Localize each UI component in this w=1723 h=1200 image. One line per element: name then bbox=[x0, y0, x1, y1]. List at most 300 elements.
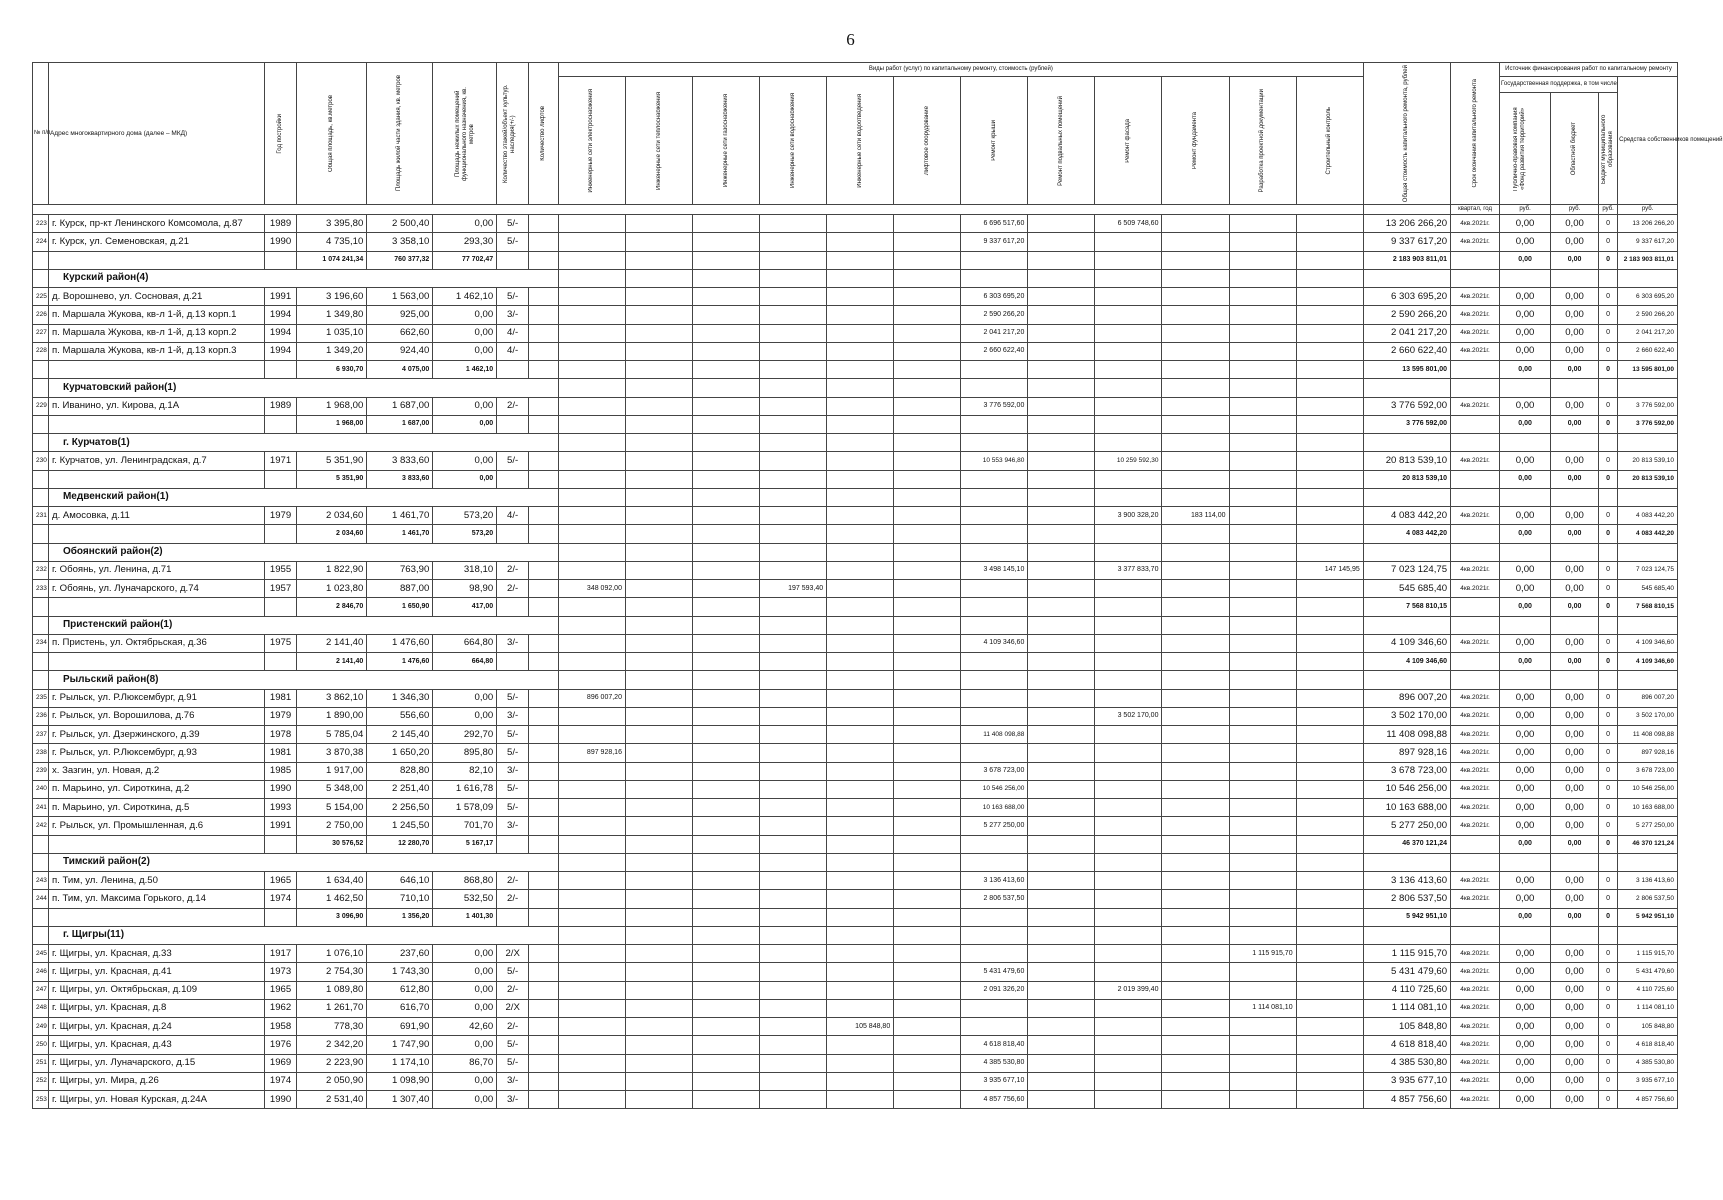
work-cost-11 bbox=[1296, 707, 1363, 725]
work-cost-0 bbox=[558, 817, 625, 835]
total-cost: 105 848,80 bbox=[1363, 1018, 1450, 1036]
regional-amount: 0,00 bbox=[1551, 580, 1599, 598]
subtotal-nonliving-area: 573,20 bbox=[433, 525, 497, 543]
work-cost-7 bbox=[1028, 561, 1095, 579]
building-row bbox=[33, 726, 1678, 744]
work-cell bbox=[827, 908, 894, 926]
building-row bbox=[33, 780, 1678, 798]
empty-cell bbox=[961, 853, 1028, 871]
living-area: 662,60 bbox=[367, 324, 433, 342]
living-area: 612,80 bbox=[367, 981, 433, 999]
living-area: 1 098,90 bbox=[367, 1072, 433, 1090]
work-cell bbox=[1095, 470, 1162, 488]
fund-amount: 0,00 bbox=[1500, 689, 1551, 707]
address-cell bbox=[48, 835, 264, 853]
total-cost: 3 776 592,00 bbox=[1363, 397, 1450, 415]
fund-amount: 0,00 bbox=[1500, 1054, 1551, 1072]
regional-amount: 0,00 bbox=[1551, 1072, 1599, 1090]
header-lifts: Количество лифтов bbox=[529, 63, 559, 205]
subtotal-total-cost: 13 595 801,00 bbox=[1363, 361, 1450, 379]
total-area: 3 395,80 bbox=[297, 215, 367, 233]
work-cost-8 bbox=[1095, 634, 1162, 652]
work-cost-7 bbox=[1028, 580, 1095, 598]
floors-heritage: 5/- bbox=[497, 963, 529, 981]
row-number: 234 bbox=[33, 634, 49, 652]
work-cost-11 bbox=[1296, 306, 1363, 324]
lifts-count bbox=[529, 890, 559, 908]
fund-amount: 0,00 bbox=[1500, 744, 1551, 762]
empty-cell bbox=[1451, 269, 1500, 287]
living-area: 237,60 bbox=[367, 945, 433, 963]
empty-cell bbox=[625, 671, 692, 689]
municipal-amount: 0 bbox=[1599, 342, 1618, 360]
work-cost-6: 9 337 617,20 bbox=[961, 233, 1028, 251]
work-cell bbox=[1296, 835, 1363, 853]
work-cost-9 bbox=[1162, 634, 1229, 652]
empty-cell bbox=[894, 616, 961, 634]
regional-amount: 0,00 bbox=[1551, 561, 1599, 579]
row-no-cell bbox=[33, 908, 49, 926]
header-work-8: Ремонт фасада bbox=[1095, 77, 1162, 205]
subtotal-owners: 13 595 801,00 bbox=[1618, 361, 1678, 379]
empty-cell bbox=[1500, 488, 1551, 506]
work-cell bbox=[693, 835, 760, 853]
fund-amount: 0,00 bbox=[1500, 507, 1551, 525]
work-cost-2 bbox=[693, 1036, 760, 1054]
work-cost-3 bbox=[760, 981, 827, 999]
work-cost-1 bbox=[625, 233, 692, 251]
work-cost-6 bbox=[961, 689, 1028, 707]
total-area: 1 634,40 bbox=[297, 872, 367, 890]
work-cost-11 bbox=[1296, 342, 1363, 360]
work-cost-9 bbox=[1162, 981, 1229, 999]
nonliving-area: 0,00 bbox=[433, 324, 497, 342]
work-cell bbox=[961, 653, 1028, 671]
work-cost-3 bbox=[760, 1036, 827, 1054]
empty-cell bbox=[558, 616, 625, 634]
building-address: п. Пристень, ул. Октябрьская, д.36 bbox=[48, 634, 264, 652]
empty-cell bbox=[760, 379, 827, 397]
subtotal-regional: 0,00 bbox=[1551, 415, 1599, 433]
repair-term: 4кв.2021г. bbox=[1451, 324, 1500, 342]
work-cell bbox=[760, 653, 827, 671]
work-cost-1 bbox=[625, 580, 692, 598]
row-no-cell bbox=[33, 926, 49, 944]
nonliving-area: 0,00 bbox=[433, 1036, 497, 1054]
row-number: 247 bbox=[33, 981, 49, 999]
subtotal-municipal: 0 bbox=[1599, 835, 1618, 853]
work-cost-3 bbox=[760, 306, 827, 324]
subtotal-regional: 0,00 bbox=[1551, 525, 1599, 543]
work-cost-0 bbox=[558, 452, 625, 470]
work-cost-6: 5 277 250,00 bbox=[961, 817, 1028, 835]
building-address: п. Иванино, ул. Кирова, д.1А bbox=[48, 397, 264, 415]
repair-term: 4кв.2021г. bbox=[1451, 215, 1500, 233]
lifts-count bbox=[529, 580, 559, 598]
lifts-count bbox=[529, 1018, 559, 1036]
empty-cell bbox=[1599, 269, 1618, 287]
work-cost-10 bbox=[1229, 1054, 1296, 1072]
subtotal-fund: 0,00 bbox=[1500, 598, 1551, 616]
row-number: 249 bbox=[33, 1018, 49, 1036]
total-cost: 2 041 217,20 bbox=[1363, 324, 1450, 342]
work-cost-10: 1 114 081,10 bbox=[1229, 999, 1296, 1017]
building-row bbox=[33, 689, 1678, 707]
work-cost-3 bbox=[760, 890, 827, 908]
work-cell bbox=[1162, 415, 1229, 433]
subtotal-living-area: 4 075,00 bbox=[367, 361, 433, 379]
owners-amount: 1 114 081,10 bbox=[1618, 999, 1678, 1017]
work-cost-1 bbox=[625, 689, 692, 707]
building-row bbox=[33, 1018, 1678, 1036]
work-cell bbox=[625, 525, 692, 543]
work-cell bbox=[693, 525, 760, 543]
work-cost-2 bbox=[693, 999, 760, 1017]
empty-cell bbox=[827, 671, 894, 689]
subtotal-total-area: 6 930,70 bbox=[297, 361, 367, 379]
subtotal-total-cost: 20 813 539,10 bbox=[1363, 470, 1450, 488]
subtotal-living-area: 12 280,70 bbox=[367, 835, 433, 853]
build-year: 1990 bbox=[265, 233, 297, 251]
living-area: 2 256,50 bbox=[367, 799, 433, 817]
work-cost-10 bbox=[1229, 233, 1296, 251]
work-cost-11 bbox=[1296, 452, 1363, 470]
empty-cell bbox=[693, 269, 760, 287]
work-cost-8 bbox=[1095, 890, 1162, 908]
work-cost-1 bbox=[625, 1054, 692, 1072]
total-cost: 11 408 098,88 bbox=[1363, 726, 1450, 744]
fund-amount: 0,00 bbox=[1500, 452, 1551, 470]
work-cost-10 bbox=[1229, 872, 1296, 890]
municipal-amount: 0 bbox=[1599, 762, 1618, 780]
fund-amount: 0,00 bbox=[1500, 215, 1551, 233]
work-cost-2 bbox=[693, 726, 760, 744]
empty-cell bbox=[1599, 671, 1618, 689]
work-cost-7 bbox=[1028, 762, 1095, 780]
floors-heritage: 5/- bbox=[497, 726, 529, 744]
regional-amount: 0,00 bbox=[1551, 726, 1599, 744]
work-cost-0 bbox=[558, 1054, 625, 1072]
empty-cell bbox=[1500, 543, 1551, 561]
row-no-cell bbox=[33, 470, 49, 488]
work-cost-9 bbox=[1162, 780, 1229, 798]
capital-repair-register bbox=[32, 62, 1723, 1109]
row-no-cell bbox=[33, 853, 49, 871]
empty-cell bbox=[1229, 671, 1296, 689]
header-municipal: Бюджет муниципального образования bbox=[1599, 93, 1618, 205]
row-number: 245 bbox=[33, 945, 49, 963]
work-cost-2 bbox=[693, 981, 760, 999]
regional-amount: 0,00 bbox=[1551, 1018, 1599, 1036]
row-no-cell bbox=[33, 525, 49, 543]
total-area: 5 785,04 bbox=[297, 726, 367, 744]
header-total-cost: Общая стоимость капитального ремонта, рублей bbox=[1363, 63, 1450, 205]
regional-amount: 0,00 bbox=[1551, 780, 1599, 798]
living-area: 1 743,30 bbox=[367, 963, 433, 981]
nonliving-area: 293,30 bbox=[433, 233, 497, 251]
work-cost-9 bbox=[1162, 744, 1229, 762]
work-cost-5 bbox=[894, 342, 961, 360]
work-cost-8 bbox=[1095, 324, 1162, 342]
work-cost-9 bbox=[1162, 452, 1229, 470]
floors-heritage: 3/- bbox=[497, 306, 529, 324]
lifts-count bbox=[529, 306, 559, 324]
row-number: 228 bbox=[33, 342, 49, 360]
unit-rub-municipal: руб. bbox=[1599, 205, 1618, 215]
repair-term: 4кв.2021г. bbox=[1451, 452, 1500, 470]
regional-amount: 0,00 bbox=[1551, 890, 1599, 908]
empty-cell bbox=[1451, 543, 1500, 561]
fund-amount: 0,00 bbox=[1500, 762, 1551, 780]
work-cell bbox=[1028, 361, 1095, 379]
living-area: 1 245,50 bbox=[367, 817, 433, 835]
work-cost-5 bbox=[894, 872, 961, 890]
work-cost-8 bbox=[1095, 342, 1162, 360]
work-cell bbox=[894, 598, 961, 616]
work-cost-7 bbox=[1028, 1054, 1095, 1072]
empty-cell bbox=[1363, 671, 1450, 689]
total-cost: 2 660 622,40 bbox=[1363, 342, 1450, 360]
floors-cell bbox=[497, 653, 529, 671]
subtotal-total-cost: 4 083 442,20 bbox=[1363, 525, 1450, 543]
work-cost-4 bbox=[827, 762, 894, 780]
work-cost-10 bbox=[1229, 762, 1296, 780]
regional-amount: 0,00 bbox=[1551, 799, 1599, 817]
work-cost-0 bbox=[558, 324, 625, 342]
building-address: г. Рыльск, ул. Р.Люксембург, д.91 bbox=[48, 689, 264, 707]
subtotal-row bbox=[33, 361, 1678, 379]
building-row bbox=[33, 999, 1678, 1017]
building-row bbox=[33, 744, 1678, 762]
fund-amount: 0,00 bbox=[1500, 561, 1551, 579]
owners-amount: 3 935 677,10 bbox=[1618, 1072, 1678, 1090]
work-cell bbox=[961, 525, 1028, 543]
fund-amount: 0,00 bbox=[1500, 726, 1551, 744]
work-cost-1 bbox=[625, 215, 692, 233]
empty-cell bbox=[1162, 671, 1229, 689]
work-cell bbox=[1229, 470, 1296, 488]
repair-term: 4кв.2021г. bbox=[1451, 288, 1500, 306]
work-cost-8 bbox=[1095, 306, 1162, 324]
term-cell bbox=[1451, 908, 1500, 926]
empty-cell bbox=[1095, 434, 1162, 452]
subtotal-living-area: 1 650,90 bbox=[367, 598, 433, 616]
header-nonliving-area: Площадь нежилых помещений функционального назначения, кв. метров bbox=[433, 63, 497, 205]
work-cell bbox=[827, 525, 894, 543]
work-cost-8 bbox=[1095, 1036, 1162, 1054]
work-cost-0 bbox=[558, 726, 625, 744]
empty-cell bbox=[693, 616, 760, 634]
work-cell bbox=[827, 415, 894, 433]
header-work-11: Строительный контроль bbox=[1296, 77, 1363, 205]
header-work-5: Лифтовое оборудование bbox=[894, 77, 961, 205]
regional-amount: 0,00 bbox=[1551, 963, 1599, 981]
lifts-count bbox=[529, 744, 559, 762]
subtotal-total-cost: 46 370 121,24 bbox=[1363, 835, 1450, 853]
work-cost-7 bbox=[1028, 324, 1095, 342]
empty-cell bbox=[1599, 488, 1618, 506]
owners-amount: 545 685,40 bbox=[1618, 580, 1678, 598]
work-cost-2 bbox=[693, 744, 760, 762]
work-cell bbox=[625, 653, 692, 671]
building-address: п. Маршала Жукова, кв-л 1-й, д.13 корп.2 bbox=[48, 324, 264, 342]
work-cost-10 bbox=[1229, 288, 1296, 306]
empty-cell bbox=[1618, 543, 1678, 561]
subtotal-row bbox=[33, 598, 1678, 616]
work-cost-9: 183 114,00 bbox=[1162, 507, 1229, 525]
subtotal-row bbox=[33, 470, 1678, 488]
regional-amount: 0,00 bbox=[1551, 634, 1599, 652]
unit-rub-fund: руб. bbox=[1500, 205, 1551, 215]
work-cost-4 bbox=[827, 324, 894, 342]
build-year: 1994 bbox=[265, 342, 297, 360]
work-cost-2 bbox=[693, 507, 760, 525]
work-cost-11 bbox=[1296, 580, 1363, 598]
work-cost-3 bbox=[760, 215, 827, 233]
build-year: 1971 bbox=[265, 452, 297, 470]
work-cost-3 bbox=[760, 762, 827, 780]
owners-amount: 11 408 098,88 bbox=[1618, 726, 1678, 744]
work-cost-11 bbox=[1296, 1091, 1363, 1109]
work-cell bbox=[760, 470, 827, 488]
work-cost-4 bbox=[827, 1036, 894, 1054]
work-cost-0 bbox=[558, 963, 625, 981]
work-cost-4 bbox=[827, 872, 894, 890]
building-row bbox=[33, 762, 1678, 780]
unit-term: квартал, год bbox=[1451, 205, 1500, 215]
municipal-amount: 0 bbox=[1599, 1072, 1618, 1090]
work-cost-1 bbox=[625, 799, 692, 817]
empty-cell bbox=[1028, 488, 1095, 506]
lifts-count bbox=[529, 780, 559, 798]
empty-cell bbox=[961, 543, 1028, 561]
address-cell bbox=[48, 653, 264, 671]
work-cell bbox=[1229, 835, 1296, 853]
work-cost-4 bbox=[827, 397, 894, 415]
empty-cell bbox=[1363, 926, 1450, 944]
empty-cell bbox=[1095, 488, 1162, 506]
empty-cell bbox=[1028, 926, 1095, 944]
empty-cell bbox=[1618, 379, 1678, 397]
building-address: г. Курчатов, ул. Ленинградская, д.7 bbox=[48, 452, 264, 470]
work-cost-6: 11 408 098,88 bbox=[961, 726, 1028, 744]
municipal-amount: 0 bbox=[1599, 981, 1618, 999]
lifts-count bbox=[529, 634, 559, 652]
subtotal-row bbox=[33, 835, 1678, 853]
work-cell bbox=[1296, 361, 1363, 379]
total-cost: 1 115 915,70 bbox=[1363, 945, 1450, 963]
work-cost-0 bbox=[558, 780, 625, 798]
floors-heritage: 2/- bbox=[497, 1018, 529, 1036]
subtotal-regional: 0,00 bbox=[1551, 598, 1599, 616]
work-cost-7 bbox=[1028, 1036, 1095, 1054]
work-cell bbox=[760, 908, 827, 926]
living-area: 828,80 bbox=[367, 762, 433, 780]
build-year: 1957 bbox=[265, 580, 297, 598]
repair-term: 4кв.2021г. bbox=[1451, 1072, 1500, 1090]
work-cost-7 bbox=[1028, 1072, 1095, 1090]
work-cost-2 bbox=[693, 397, 760, 415]
empty-cell bbox=[1551, 488, 1599, 506]
empty-cell bbox=[1095, 543, 1162, 561]
region-header-row bbox=[33, 616, 1678, 634]
work-cell bbox=[693, 598, 760, 616]
floors-heritage: 5/- bbox=[497, 1036, 529, 1054]
work-cost-6: 3 136 413,60 bbox=[961, 872, 1028, 890]
empty-cell bbox=[558, 543, 625, 561]
work-cost-11 bbox=[1296, 780, 1363, 798]
lifts-cell bbox=[529, 908, 559, 926]
work-cost-1 bbox=[625, 1072, 692, 1090]
work-cost-5 bbox=[894, 1018, 961, 1036]
work-cost-7 bbox=[1028, 945, 1095, 963]
work-cost-8: 6 509 748,60 bbox=[1095, 215, 1162, 233]
subtotal-nonliving-area: 77 702,47 bbox=[433, 251, 497, 269]
work-cost-4 bbox=[827, 963, 894, 981]
lifts-count bbox=[529, 726, 559, 744]
empty-cell bbox=[1296, 488, 1363, 506]
regional-amount: 0,00 bbox=[1551, 981, 1599, 999]
building-row bbox=[33, 890, 1678, 908]
owners-amount: 1 115 915,70 bbox=[1618, 945, 1678, 963]
build-year: 1989 bbox=[265, 215, 297, 233]
empty-cell bbox=[1296, 616, 1363, 634]
year-cell bbox=[265, 653, 297, 671]
empty-cell bbox=[1618, 616, 1678, 634]
work-cost-3 bbox=[760, 342, 827, 360]
total-area: 1 035,10 bbox=[297, 324, 367, 342]
work-cost-1 bbox=[625, 963, 692, 981]
work-cost-4 bbox=[827, 1054, 894, 1072]
build-year: 1974 bbox=[265, 1072, 297, 1090]
work-cost-4 bbox=[827, 707, 894, 725]
subtotal-row bbox=[33, 908, 1678, 926]
subtotal-total-area: 1 074 241,34 bbox=[297, 251, 367, 269]
total-area: 1 917,00 bbox=[297, 762, 367, 780]
work-cell bbox=[894, 835, 961, 853]
building-address: г. Курск, ул. Семеновская, д.21 bbox=[48, 233, 264, 251]
work-cell bbox=[693, 361, 760, 379]
year-cell bbox=[265, 415, 297, 433]
empty-cell bbox=[1095, 269, 1162, 287]
work-cost-6: 3 776 592,00 bbox=[961, 397, 1028, 415]
work-cost-10 bbox=[1229, 215, 1296, 233]
subtotal-total-cost: 4 109 346,60 bbox=[1363, 653, 1450, 671]
empty-cell bbox=[625, 488, 692, 506]
empty-cell bbox=[894, 926, 961, 944]
total-area: 2 531,40 bbox=[297, 1091, 367, 1109]
header-work-9: Ремонт фундамента bbox=[1162, 77, 1229, 205]
repair-term: 4кв.2021г. bbox=[1451, 233, 1500, 251]
subtotal-owners: 5 942 951,10 bbox=[1618, 908, 1678, 926]
floors-heritage: 3/- bbox=[497, 1072, 529, 1090]
build-year: 1990 bbox=[265, 780, 297, 798]
work-cost-5 bbox=[894, 233, 961, 251]
work-cost-4 bbox=[827, 507, 894, 525]
work-cell bbox=[827, 470, 894, 488]
build-year: 1994 bbox=[265, 306, 297, 324]
subtotal-fund: 0,00 bbox=[1500, 835, 1551, 853]
work-cost-4 bbox=[827, 561, 894, 579]
lifts-count bbox=[529, 452, 559, 470]
work-cost-8 bbox=[1095, 726, 1162, 744]
work-cost-10 bbox=[1229, 324, 1296, 342]
units-row bbox=[33, 205, 1678, 215]
empty-cell bbox=[1618, 853, 1678, 871]
floors-heritage: 2/- bbox=[497, 872, 529, 890]
building-row bbox=[33, 342, 1678, 360]
empty-cell bbox=[1095, 853, 1162, 871]
